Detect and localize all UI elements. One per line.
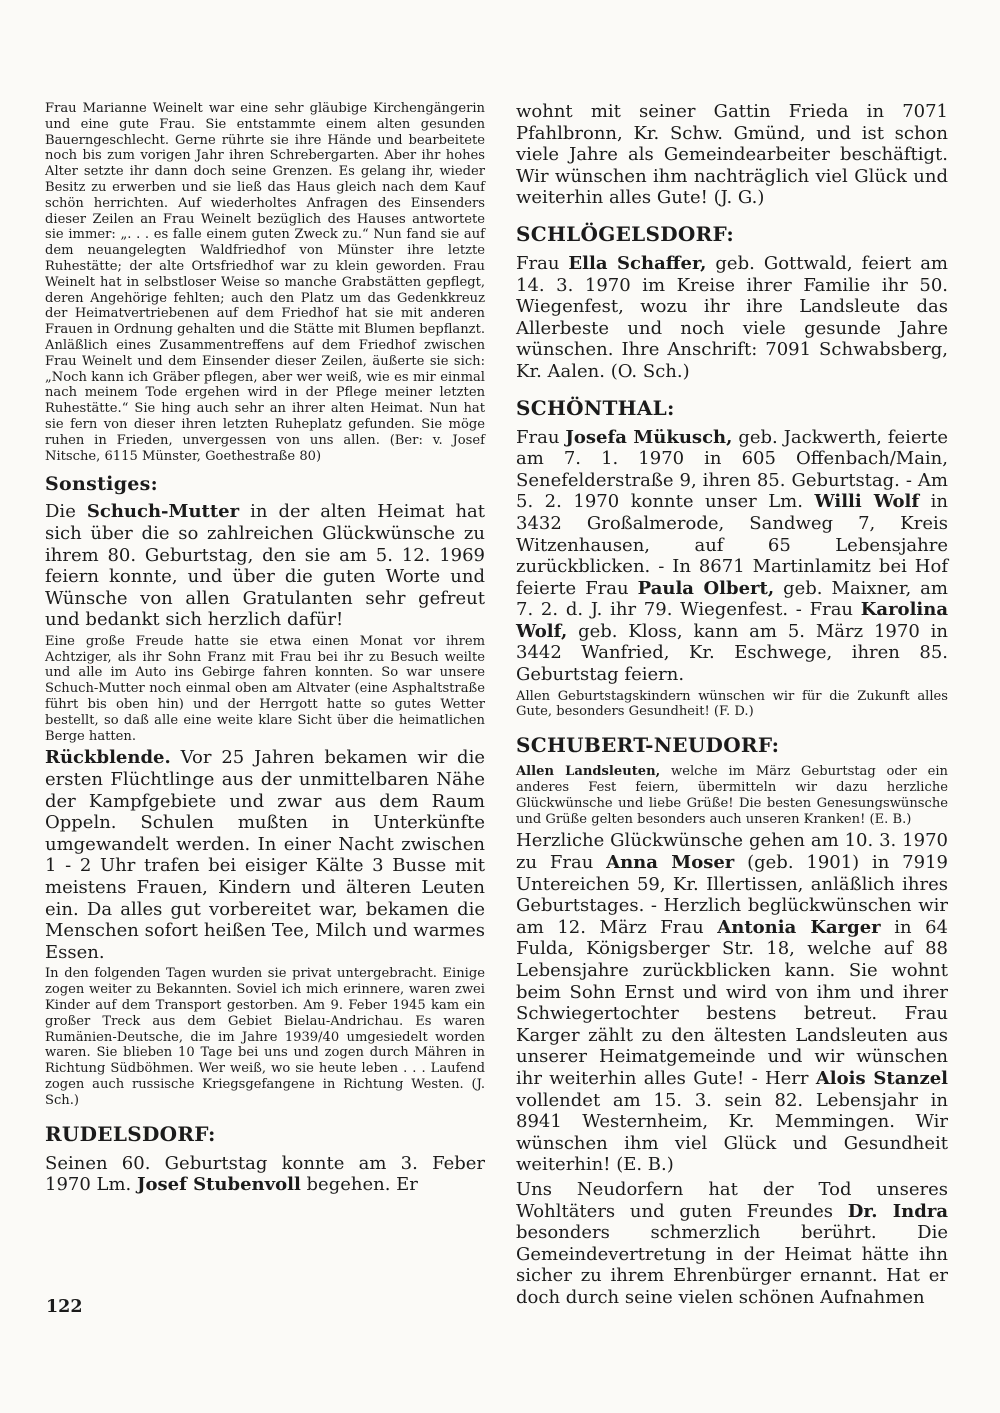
- section-heading-schloegelsdorf: [516, 222, 948, 246]
- text-run: Herzliche Glückwünsche gehen am 10. 3. 1970 zu Frau: [516, 830, 948, 874]
- text-run: besonders schmerzlich berührt. Die Gemeindevertretung in der Heimat hätte ihn sicher zu ihrem Ehrenbürger ernannt. Hat er doch durch seine vielen schönen Aufnahmen: [516, 1222, 948, 1308]
- text-run: begehen. Er: [300, 1174, 418, 1196]
- text-run: Sonstiges:: [45, 473, 158, 496]
- schuch-mutter-paragraph: [45, 501, 485, 631]
- text-run: Vor 25 Jahren bekamen wir die ersten Flüchtlinge aus der unmittelbaren Nähe der Kampfgebiete und zwar aus dem Raum Oppeln. Schulen mußten in Unterkünfte umgewandelt werden. In einer Nacht zwischen 1 - 2 Uhr trafen bei eisiger Kälte 3 Busse mit meistens Frauen, Kindern und älteren Leuten ein. Da alles gut vorbereitet war, bekamen die Menschen sofort heißen Tee, Milch und warmes Essen.: [45, 747, 485, 963]
- text-run: vollendet am 15. 3. sein 82. Lebensjahr in 8941 Westernheim, Kr. Memmingen. Wir wünschen ihm viel Glück und Gesundheit weiterhin! (E. B.): [516, 1089, 948, 1176]
- bold-text-run: Allen Landsleuten,: [516, 764, 661, 780]
- left-text-column: [45, 101, 485, 1199]
- text-run: SCHLÖGELSDORF:: [516, 221, 735, 246]
- text-run: geb. Kloss, kann am 5. März 1970 in 3442 Wanfried, Kr. Eschwege, ihren 85. Geburtstag feiern.: [516, 620, 948, 686]
- text-run: In den folgenden Tagen wurden sie privat untergebracht. Einige zogen weiter zu Bekannten. Soviel ich mich erinnere, waren zwei Kinder auf dem Transport gestorben. Am 9. Feber 1945 kam ein großer Treck aus dem Gebiet Bielau-Andrichau. Es waren Rumänien-Deutsche, die im Jahre 1939/40 umgesiedelt worden waren. Sie blieben 10 Tage bei uns und zogen durch Mähren in Richtung Südböhmen. Wer weiß, wo sie heute leben . . . Laufend zogen auch russische Kriegsgefangene in Richtung Westen. (J. Sch.): [45, 966, 485, 1108]
- birthday-wishes-note: [516, 689, 948, 721]
- text-run: Allen Geburtstagskindern wünschen wir für die Zukunft alles Gute, besonders Gesundheit! (F. D.): [516, 688, 948, 720]
- text-run: Uns Neudorfern hat der Tod unseres Wohltäters und guten Freundes: [516, 1178, 948, 1222]
- text-run: in 3432 Großalmerode, Sandweg 7, Kreis Witzenhausen, auf 65 Lebensjahre zurückblicken. - In 8671 Martinlamitz bei Hof feierte Frau: [516, 491, 949, 599]
- schaffer-paragraph: [516, 253, 948, 383]
- text-run: wohnt mit seiner Gattin Frieda in 7071 Pfahlbronn, Kr. Schw. Gmünd, und ist schon viele Jahre als Gemeindearbeiter beschäftigt. Wir wünschen ihm nachträglich viel Glück und weiterhin alles Gute! (J. G.): [516, 101, 948, 209]
- section-heading-sonstiges: [45, 473, 485, 496]
- bold-text-run: Anna Moser: [606, 852, 735, 874]
- text-run: in der alten Heimat hat sich über die so zahlreichen Glückwünsche zu ihrem 80. Geburtstag, den sie am 5. 12. 1969 feiern konnte, und über die guten Worte und Wünsche von allen Gratulanten sehr gefreut und bedankt sich herzlich dafür!: [45, 501, 486, 631]
- rueckblende-detail-paragraph: [45, 966, 485, 1108]
- bold-text-run: Josef Stubenvoll: [137, 1174, 301, 1196]
- bold-text-run: Alois Stanzel: [815, 1067, 949, 1089]
- bold-text-run: Paula Olbert,: [637, 577, 775, 599]
- text-run: geb. Gottwald, feiert am 14. 3. 1970 im Kreise ihrer Familie ihr 50. Wiegenfest, wozu ihr ihre Landsleute das Allerbeste und noch viele gesunde Jahre wünschen. Ihre Anschrift: 7091 Schwabsberg, Kr. Aalen. (O. Sch.): [516, 252, 948, 382]
- schoenthal-birthdays-paragraph: [516, 427, 948, 686]
- text-run: Seinen 60. Geburtstag konnte am 3. Feber 1970 Lm.: [45, 1152, 485, 1196]
- text-run: (geb. 1901) in 7919 Untereichen 59, Kr. Illertissen, anläßlich ihres Geburtstages. - Herzlich beglückwünschen wir am 12. März Frau: [516, 852, 948, 938]
- text-run: in 64 Fulda, Königsberger Str. 18, welche auf 88 Lebensjahre zurückblicken kann. Sie wohnt beim Sohn Ernst und wird von ihm und ihrer Schwiegertochter bestens betreut. Frau Karger zählt zu den ältesten Landsleuten aus unserer Heimatgemeinde und wir wünschen ihr weiterhin alles Gute! - Herr: [516, 916, 949, 1089]
- text-run: Frau: [516, 252, 569, 274]
- section-heading-rudelsdorf: [45, 1122, 485, 1146]
- dr-indra-paragraph: [516, 1179, 948, 1309]
- bold-text-run: Dr. Indra: [847, 1200, 948, 1222]
- stubenvoll-paragraph: [45, 1153, 485, 1196]
- text-run: Eine große Freude hatte sie etwa einen Monat vor ihrem Achtziger, als ihr Sohn Franz mit Frau bei ihr zu Besuch weilte und alle im Auto ins Gebirge fahren konnten. So war unsere Schuch-Mutter noch einmal oben am Altvater (eine Asphaltstraße führt bis oben hin) und der Herrgott hatte so gutes Wetter bestellt, so daß alle eine weite klare Sicht über die heimatlichen Berge hatten.: [45, 633, 485, 744]
- bold-text-run: Ella Schaffer,: [568, 252, 707, 274]
- weinelt-memorial-paragraph: [45, 101, 485, 464]
- right-text-column: [516, 101, 948, 1312]
- stubenvoll-continuation-paragraph: [516, 101, 948, 209]
- bold-text-run: Rückblende.: [45, 747, 171, 769]
- text-run: RUDELSDORF:: [45, 1121, 216, 1146]
- bold-text-run: Willi Wolf: [814, 491, 920, 513]
- text-run: Frau: [516, 426, 566, 448]
- neudorf-birthdays-paragraph: [516, 830, 948, 1176]
- landsleute-greetings-note: [516, 764, 948, 827]
- text-run: SCHÖNTHAL:: [516, 395, 675, 420]
- rueckblende-paragraph: [45, 747, 485, 963]
- section-heading-schubert-neudorf: [516, 733, 948, 757]
- text-run: geb. Maixner, am 7. 2. d. J. ihr 79. Wiegenfest. - Frau: [516, 577, 948, 621]
- text-run: Die: [45, 501, 87, 523]
- bold-text-run: Josefa Mükusch,: [565, 426, 733, 448]
- text-run: SCHUBERT-NEUDORF:: [516, 733, 780, 758]
- bold-text-run: Karolina Wolf,: [516, 599, 948, 642]
- text-run: Frau Marianne Weinelt war eine sehr gläubige Kirchengängerin und eine gute Frau. Sie entstammte einem alten gesunden Bauerngeschlecht. Gerne rührte sie ihre Hände und bearbeitete noch bis zum vorigen Jahr ihren Schrebergarten. Aber ihr hohes Alter setzte ihr dann doch seine Grenzen. Es gelang ihr, wieder Besitz zu erwerben und sie ließ das Haus gleich nach dem Kauf schön herrichten. Auf wiederholtes Anfragen des Einsenders dieser Zeilen an Frau Weinelt bezüglich des Hauses antwortete sie immer: „. . . es falle einem guten Zweck zu.“ Nun fand sie auf dem neuangelegten Waldfriedhof von Münster ihre letzte Ruhestätte; der alte Ortsfriedhof war zu klein geworden. Frau Weinelt hat in selbstloser Weise so manche Grabstätten gepflegt, deren Angehörige fehlten; auch den Platz um das Gedenkkreuz der Heimatvertriebenen auf dem Friedhof hat sie mit anderen Frauen in Ordnung gehalten und die Stätte mit Blumen bepflanzt. Anläßlich eines Zusammentreffens auf dem Friedhof zwischen Frau Weinelt und dem Einsender dieser Zeilen, äußerte sie sich: „Noch kann ich Gräber pflegen, aber wer weiß, wie es mir einmal nach meinem Tode ergehen wird in der Pflege meiner letzten Ruhestätte.“ Sie hing auch sehr an ihrer alten Heimat. Nun hat sie fern von dieser ihren letzten Ruheplatz gefunden. Sie möge ruhen in Frieden, unvergessen von uns allen. (Ber: v. Josef Nitsche, 6115 Münster, Goethestraße 80): [45, 101, 485, 464]
- text-run: geb. Jackwerth, feierte am 7. 1. 1970 in 605 Offenbach/Main, Senefelderstraße 9, ihren 85. Geburtstag. - Am 5. 2. 1970 konnte unser Lm.: [516, 426, 948, 513]
- bold-text-run: Antonia Karger: [717, 916, 881, 938]
- bold-text-run: Schuch-Mutter: [86, 501, 240, 523]
- schuch-mutter-detail-paragraph: [45, 634, 485, 745]
- page-number: 122: [46, 1297, 83, 1317]
- section-heading-schoenthal: [516, 396, 948, 420]
- text-run: welche im März Geburtstag oder ein anderes Fest feiern, übermitteln wir dazu herzliche Glückwünsche und liebe Grüße! Die besten Genesungswünsche und Grüße gelten besonders auch unseren Kranken! (E. B.): [516, 764, 948, 827]
